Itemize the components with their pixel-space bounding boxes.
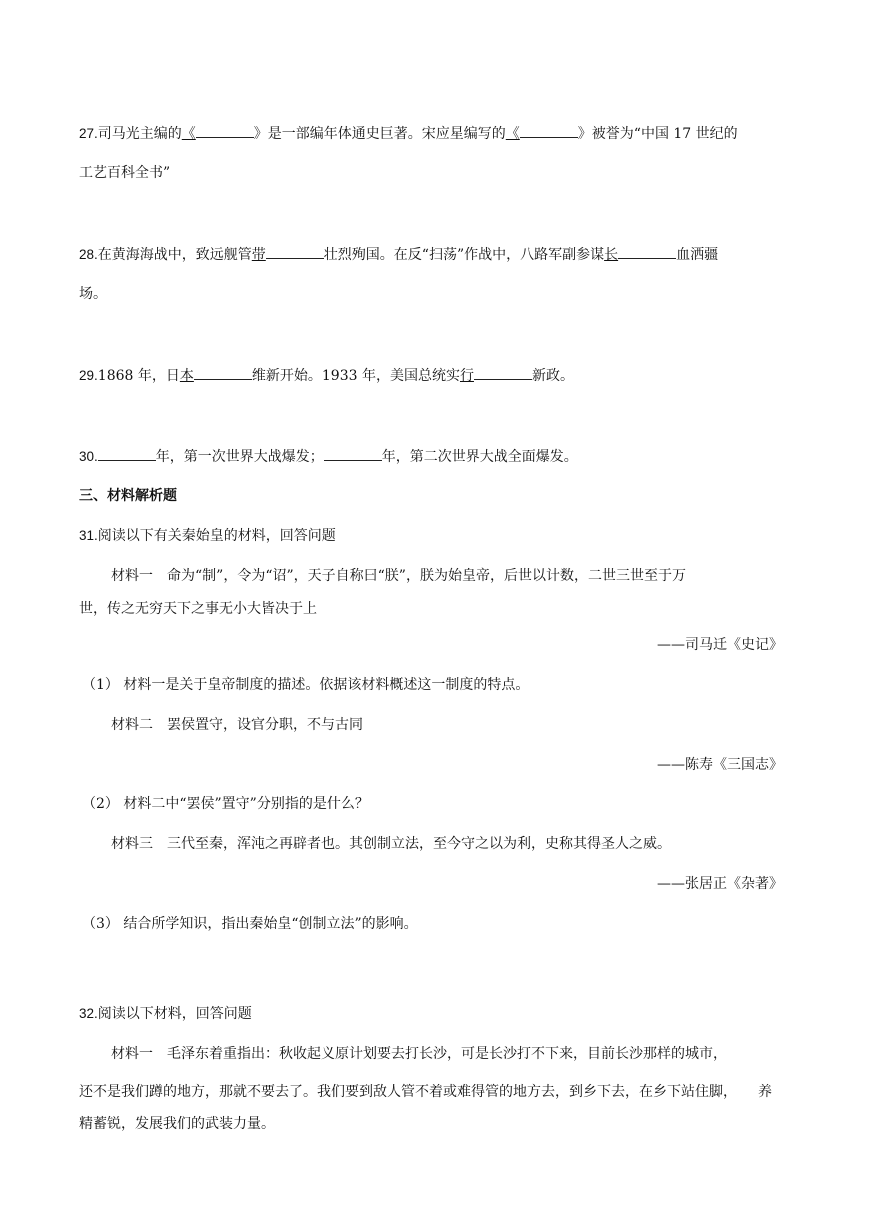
question-number: 31. bbox=[79, 528, 98, 543]
question-31-stem bbox=[79, 526, 336, 546]
question-27 bbox=[79, 123, 738, 144]
book-mark-open: 《 bbox=[505, 126, 520, 142]
q32-material-1-line3: 精蓄锐，发展我们的武装力量。 bbox=[79, 1116, 275, 1132]
question-text: 新政。 bbox=[531, 368, 574, 384]
answer-blank[interactable] bbox=[520, 123, 578, 138]
sub-question-3: （3） 结合所学知识，指出秦始皇“创制立法”的影响。 bbox=[82, 916, 418, 932]
sub-question-2: （2） 材料二中“罢侯”置守”分别指的是什么？ bbox=[82, 796, 369, 812]
material-1-source: ——司马迁《史记》 bbox=[657, 637, 783, 653]
question-text: 维新开始。1933 年，美国总统实 bbox=[251, 368, 460, 384]
underlined-char: 带 bbox=[251, 247, 266, 263]
question-text: 阅读以下材料，回答问题 bbox=[97, 1006, 252, 1022]
question-30 bbox=[79, 446, 578, 467]
material-2: 材料二 罢侯置守，设官分职，不与古同 bbox=[111, 717, 363, 733]
question-number: 29. bbox=[79, 368, 98, 383]
material-1-line2: 世，传之无穷天下之事无小大皆决于上 bbox=[79, 601, 317, 617]
question-32-stem bbox=[79, 1004, 252, 1024]
underlined-char: 本 bbox=[179, 368, 194, 384]
question-27-line2: 工艺百科全书” bbox=[79, 165, 171, 181]
question-text: 壮烈殉国。在反“扫荡”作战中，八路军副参谋 bbox=[323, 247, 605, 263]
q32-material-1-line2: 还不是我们蹲的地方，那就不要去了。我们要到敌人管不着或难得管的地方去，到乡下去，在乡下站住脚， 养 bbox=[79, 1084, 772, 1100]
question-text: 血洒疆 bbox=[676, 247, 719, 263]
question-29 bbox=[79, 365, 574, 386]
question-number: 32. bbox=[79, 1006, 98, 1021]
question-text: 1868 年，日 bbox=[97, 368, 180, 384]
q32-material-1-line1: 材料一 毛泽东着重指出：秋收起义原计划要去打长沙，可是长沙打不下来，目前长沙那样的城市， bbox=[111, 1046, 727, 1062]
question-number: 27. bbox=[79, 126, 98, 141]
question-28-line2: 场。 bbox=[79, 286, 107, 302]
answer-blank[interactable] bbox=[474, 365, 532, 380]
question-28 bbox=[79, 244, 718, 265]
answer-blank[interactable] bbox=[98, 446, 156, 461]
answer-blank[interactable] bbox=[618, 244, 676, 259]
question-text: 在黄海海战中，致远舰管 bbox=[97, 247, 252, 263]
answer-blank[interactable] bbox=[324, 446, 382, 461]
question-text: 》是一部编年体通史巨著。宋应星编写的 bbox=[253, 126, 506, 142]
material-2-source: ——陈寿《三国志》 bbox=[657, 757, 783, 773]
answer-blank[interactable] bbox=[266, 244, 324, 259]
section-heading: 三、材料解析题 bbox=[79, 488, 177, 504]
material-3-source: ——张居正《杂著》 bbox=[657, 876, 783, 892]
material-1-line1: 材料一 命为“制”，令为“诏”，天子自称曰“朕”，朕为始皇帝，后世以计数，二世三世至于万 bbox=[111, 568, 686, 584]
question-number: 30. bbox=[79, 449, 98, 464]
sub-question-1: （1） 材料一是关于皇帝制度的描述。依据该材料概述这一制度的特点。 bbox=[82, 677, 530, 693]
material-3: 材料三 三代至秦，浑沌之再辟者也。其创制立法，至今守之以为利，史称其得圣人之威。 bbox=[111, 836, 671, 852]
question-text: 司马光主编的 bbox=[97, 126, 182, 142]
question-number: 28. bbox=[79, 247, 98, 262]
answer-blank[interactable] bbox=[194, 365, 252, 380]
question-text: 》被誉为“中国 17 世纪的 bbox=[577, 126, 738, 142]
question-text: 年，第二次世界大战全面爆发。 bbox=[381, 449, 578, 465]
question-text: 阅读以下有关秦始皇的材料，回答问题 bbox=[97, 528, 336, 544]
answer-blank[interactable] bbox=[196, 123, 254, 138]
question-text: 年，第一次世界大战爆发； bbox=[155, 449, 324, 465]
underlined-char: 长 bbox=[604, 247, 619, 263]
book-mark-open: 《 bbox=[181, 126, 196, 142]
underlined-char: 行 bbox=[459, 368, 474, 384]
